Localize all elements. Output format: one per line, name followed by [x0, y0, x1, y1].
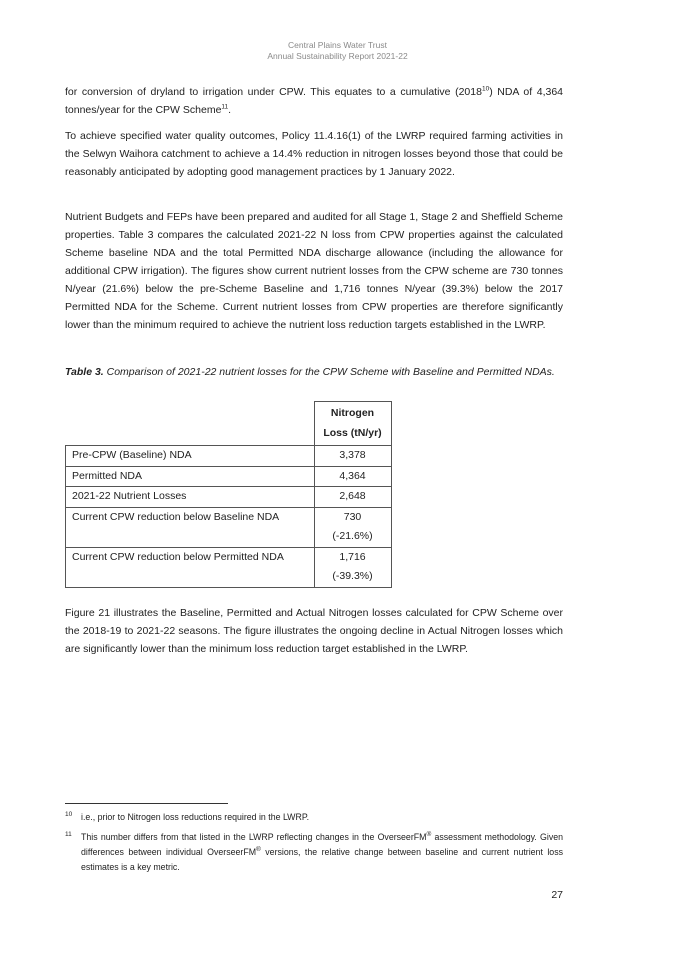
- paragraph-2: To achieve specified water quality outcomes, Policy 11.4.16(1) of the LWRP required farming activities in the Selwyn Waihora catchment to achieve a 14.4% reduction in nitrogen losses beyond those that could be reasonably anticipated by adopting good management practices by 1 January 2022.: [65, 130, 563, 178]
- footnote-separator: [65, 803, 228, 804]
- table-caption-label: Table 3.: [65, 366, 104, 378]
- table-row: [66, 507, 392, 547]
- table-caption-text: Comparison of 2021-22 nutrient losses for the CPW Scheme with Baseline and Permitted NDAs.: [103, 366, 555, 378]
- page-number: 27: [551, 889, 563, 901]
- row-label: Current CPW reduction below Baseline NDA: [66, 507, 315, 547]
- row-value: 4,364: [314, 466, 391, 487]
- page-header: [0, 40, 675, 62]
- table-row: [66, 487, 392, 508]
- column-header-nitrogen-loss: Nitrogen Loss (tN/yr): [314, 402, 391, 446]
- row-percent: (-21.6%): [332, 530, 373, 542]
- row-percent: (-39.3%): [332, 570, 373, 582]
- paragraph-3: Nutrient Budgets and FEPs have been prepared and audited for all Stage 1, Stage 2 and Sheffield Scheme properties. Table 3 compares the calculated 2021-22 N loss from CPW properties against the calculated Scheme baseline NDA and the total Permitted NDA discharge allowance (including the allowance for additional CPW irrigation). The figures show current nutrient losses from the CPW scheme are 730 tonnes N/year (21.6%) below the pre-Scheme Baseline and 1,716 tonnes N/year (39.3%) below the 2017 Permitted NDA for the Scheme. Current nutrient losses from CPW properties are therefore significantly lower than the minimum required to achieve the nutrient loss reduction targets established in the LWRP.: [65, 211, 563, 331]
- header-org: Central Plains Water Trust: [288, 40, 387, 50]
- row-label: 2021-22 Nutrient Losses: [66, 487, 315, 508]
- footnote-ref-11[interactable]: 11: [221, 103, 229, 111]
- table-caption: [65, 365, 563, 380]
- row-label: Permitted NDA: [66, 466, 315, 487]
- header-report-title: Annual Sustainability Report 2021-22: [267, 51, 408, 61]
- table-row: [66, 466, 392, 487]
- footnote-11: [65, 830, 563, 875]
- row-value: 1,716 (-39.3%): [314, 547, 391, 587]
- table-row: [66, 547, 392, 587]
- table-row: [66, 446, 392, 467]
- footnote-10: [65, 810, 563, 825]
- row-label: Current CPW reduction below Permitted NDA: [66, 547, 315, 587]
- paragraph-4: Figure 21 illustrates the Baseline, Permitted and Actual Nitrogen losses calculated for CPW Scheme over the 2018-19 to 2021-22 seasons. The figure illustrates the ongoing decline in Actual Nitrogen losses which are significantly lower than the minimum loss reduction target established in the LWRP.: [65, 607, 563, 655]
- table-header-row: [66, 402, 392, 446]
- footnote-ref-10[interactable]: 10: [481, 85, 490, 93]
- footnote-mark: 10: [65, 811, 73, 818]
- footnote-mark: 11: [65, 831, 72, 838]
- row-value: 730 (-21.6%): [314, 507, 391, 547]
- nitrogen-loss-table: [65, 401, 392, 588]
- row-value: 3,378: [314, 446, 391, 467]
- paragraph-1: for conversion of dryland to irrigation under CPW. This equates to a cumulative (2018$^{10}$) NDA of 4,364 tonnes/year for the CPW Scheme$^{11}$.: [65, 85, 564, 116]
- footnote-text: This number differs from that listed in the LWRP reflecting changes in the OverseerFM® assessment methodology. Given differences between individual OverseerFM® versions, the relative change between baseline and current nutrient loss estimates is a key metric.: [81, 831, 563, 872]
- row-value: 2,648: [314, 487, 391, 508]
- footnote-text: i.e., prior to Nitrogen loss reductions required in the LWRP.: [81, 812, 310, 822]
- row-label: Pre-CPW (Baseline) NDA: [66, 446, 315, 467]
